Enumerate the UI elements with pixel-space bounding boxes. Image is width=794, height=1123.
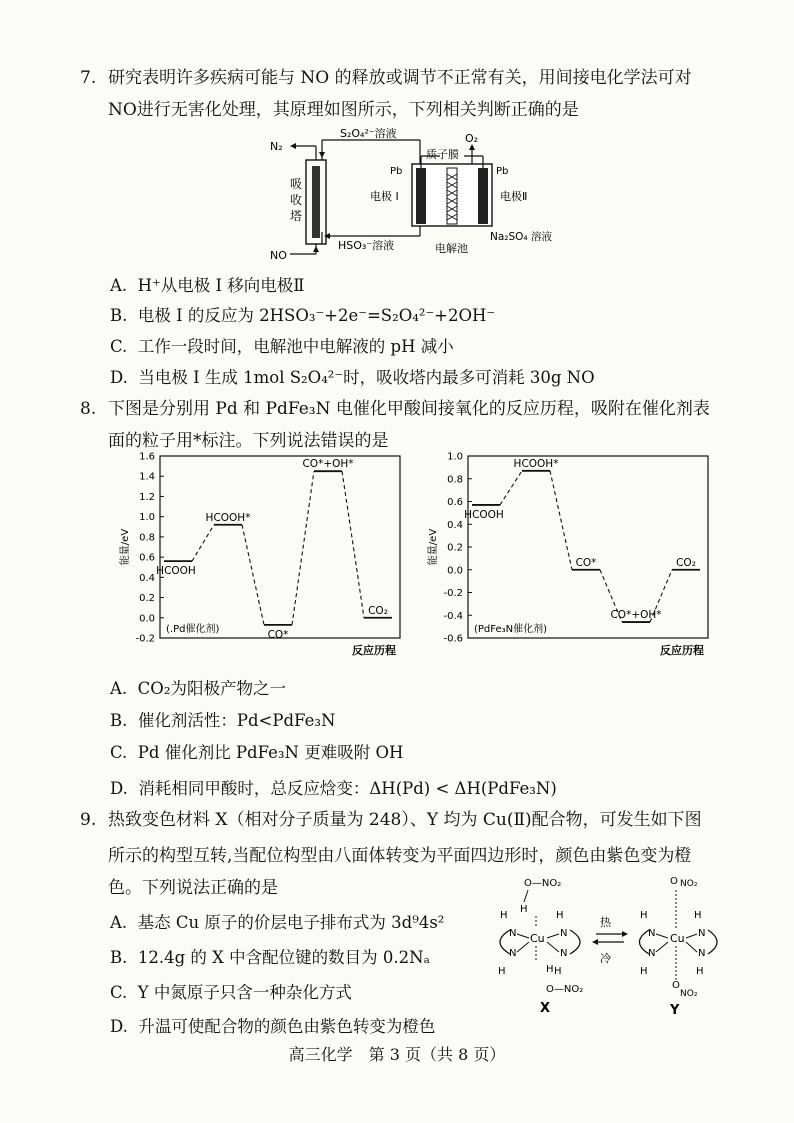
label-tower-3: 塔 [290, 209, 303, 223]
x-axis-label: 反应历程 [660, 644, 704, 657]
y-tick-label: 0.6 [447, 497, 463, 508]
question-7-number: 7. [80, 68, 97, 88]
label-na2so4-solution: Na₂SO₄ 溶液 [490, 231, 552, 243]
transition-dash [192, 525, 214, 561]
y-tick-label: -0.2 [443, 588, 463, 599]
label-pb-right: Pb [496, 166, 509, 177]
y-tick-label: 0.6 [139, 552, 155, 564]
q9-option-d: D. 升温可使配合物的颜色由紫色转变为橙色 [110, 1017, 436, 1036]
q8-option-b: B. 催化剂活性：Pd<PdFe₃N [110, 711, 336, 730]
y-bottom-no2: NO₂ [680, 989, 698, 999]
question-8-stem-line2: 面的粒子用*标注。下列说法错误的是 [108, 431, 389, 451]
y-tick-label: 0.8 [447, 474, 463, 486]
question-9-stem-line3: 色。下列说法正确的是 [108, 878, 278, 898]
x-n-right-bottom: N [560, 948, 568, 959]
y-n-left-bottom: N [648, 948, 656, 959]
plot-frame [160, 456, 400, 638]
y-bottom-o: O [672, 980, 680, 991]
y-tick-label: 1.2 [139, 491, 155, 503]
q9-option-b: B. 12.4g 的 X 中含配位键的数目为 0.2Nₐ [110, 948, 430, 967]
label-cold: 冷 [600, 952, 611, 965]
proton-membrane [447, 168, 457, 224]
label-heat: 热 [600, 916, 611, 929]
y-tick-label: 1.6 [139, 451, 155, 463]
label-proton-membrane: 质子膜 [426, 148, 459, 161]
electrode-1-plate [416, 168, 426, 224]
q9-option-a: A. 基态 Cu 原子的价层电子排布式为 3d⁹4s² [110, 913, 445, 932]
transition-dash [242, 525, 264, 625]
q7-option-c: C. 工作一段时间，电解池中电解液的 pH 减小 [110, 337, 454, 356]
x-top-h: H [520, 904, 528, 915]
transition-dash [292, 471, 314, 625]
level-label: CO* [575, 556, 597, 569]
y-tick-label: 0.2 [139, 593, 155, 605]
level-label: CO*+OH* [610, 609, 662, 622]
label-y: Y [670, 1003, 680, 1018]
y-tick-label: 0.4 [447, 519, 463, 531]
y-tick-label: -0.6 [443, 633, 463, 645]
level-label: CO* [267, 628, 289, 641]
x-h-3: H [498, 966, 506, 977]
level-label: HCOOH* [513, 457, 559, 470]
level-label: HCOOH [156, 565, 196, 578]
label-electrode-1: 电极 I [370, 190, 399, 203]
electrode-2-plate [478, 168, 488, 224]
label-tower-2: 收 [290, 193, 303, 207]
q8-option-d: D. 消耗相同甲酸时，总反应焓变：ΔH(Pd) < ΔH(PdFe₃N) [110, 779, 557, 798]
y-h-3: H [640, 966, 648, 977]
label-o2: O₂ [465, 132, 479, 145]
x-bottom-h: H [546, 964, 554, 975]
y-n-right-bottom: N [698, 948, 706, 959]
q7-option-a: A. H⁺从电极 I 移向电极Ⅱ [110, 276, 305, 295]
label-no: NO [270, 249, 287, 262]
x-n-right-top: N [560, 928, 568, 939]
question-9-number: 9. [80, 810, 97, 830]
level-label: CO₂ [368, 604, 388, 617]
question-7-stem-line1: 研究表明许多疾病可能与 NO 的释放或调节不正常有关，用间接电化学法可对 [108, 68, 692, 88]
y-tick-label: 1.4 [139, 471, 155, 483]
copper-complex-diagram [484, 872, 724, 1018]
y-tick-label: 0.4 [139, 572, 155, 584]
legend-label: (PdFe₃N催化剂) [474, 624, 548, 635]
x-h-4: H [554, 966, 562, 977]
label-electrolysis-cell: 电解池 [435, 242, 468, 255]
y-tick-label: 0.0 [447, 565, 463, 577]
x-n-left-top: N [509, 928, 517, 939]
label-hso3-solution: HSO₃⁻溶液 [338, 239, 395, 252]
energy-chart-pdfe3n [420, 448, 720, 666]
label-pb-left: Pb [390, 166, 403, 177]
y-tick-label: 1.0 [447, 451, 463, 463]
y-h-2: H [694, 910, 702, 921]
question-9-stem-line1: 热致变色材料 X（相对分子质量为 248）、Y 均为 Cu(Ⅱ)配合物，可发生如下图 [108, 810, 702, 830]
tower-packing [312, 166, 320, 238]
electrolysis-diagram [260, 128, 560, 268]
label-s2o4-solution: S₂O₄²⁻溶液 [340, 128, 397, 140]
y-top-no2: NO₂ [680, 879, 698, 889]
level-label: CO₂ [676, 556, 696, 569]
x-axis-label: 反应历程 [352, 644, 396, 657]
y-axis-label: 能量/eV [428, 528, 439, 566]
level-label: CO*+OH* [302, 458, 354, 471]
energy-chart-pd [112, 448, 412, 666]
q8-option-a: A. CO₂为阳极产物之一 [110, 679, 286, 698]
q8-option-c: C. Pd 催化剂比 PdFe₃N 更难吸附 OH [110, 743, 404, 762]
q7-option-b: B. 电极 I 的反应为 2HSO₃⁻+2e⁻=S₂O₄²⁻+2OH⁻ [110, 306, 496, 325]
x-n-left-bottom: N [509, 948, 517, 959]
x-bottom-nitrate: O—NO₂ [546, 984, 584, 995]
x-h-1: H [500, 910, 508, 921]
y-h-1: H [640, 910, 648, 921]
label-electrode-2: 电极Ⅱ [500, 190, 528, 203]
label-n2: N₂ [270, 140, 283, 153]
x-h-2: H [556, 910, 564, 921]
y-tick-label: 0.0 [139, 613, 155, 625]
question-7-stem-line2: NO进行无害化处理，其原理如图所示，下列相关判断正确的是 [108, 100, 579, 120]
question-8-stem-line1: 下图是分别用 Pd 和 PdFe₃N 电催化甲酸间接氧化的反应历程，吸附在催化剂表 [108, 399, 710, 419]
question-9-stem-line2: 所示的构型互转,当配位构型由八面体转变为平面四边形时，颜色由紫色变为橙 [108, 846, 692, 866]
plot-frame [468, 456, 708, 638]
y-axis-label: 能量/eV [120, 528, 131, 566]
level-label: HCOOH* [205, 511, 251, 524]
q9-option-c: C. Y 中氮原子只含一种杂化方式 [110, 983, 352, 1002]
x-top-nitrate: O—NO₂ [524, 878, 562, 889]
y-top-o: O [670, 876, 678, 887]
page-footer: 高三化学 第 3 页（共 8 页） [288, 1045, 506, 1064]
y-tick-label: 0.8 [139, 532, 155, 544]
label-tower-1: 吸 [290, 177, 303, 191]
label-x: X [540, 1001, 551, 1016]
y-n-right-top: N [698, 928, 706, 939]
y-h-4: H [696, 966, 704, 977]
level-label: HCOOH [464, 508, 504, 521]
y-cu-center: Cu [670, 932, 685, 945]
y-tick-label: -0.2 [135, 633, 155, 645]
x-cu-center: Cu [530, 932, 545, 945]
y-tick-label: 1.0 [139, 512, 155, 524]
transition-dash [342, 471, 364, 618]
transition-dash [550, 471, 572, 570]
legend-label: (.Pd催化剂) [166, 624, 220, 635]
q7-option-d: D. 当电极 I 生成 1mol S₂O₄²⁻时，吸收塔内最多可消耗 30g NO [110, 368, 595, 387]
y-n-left-top: N [648, 928, 656, 939]
transition-dash [500, 471, 522, 505]
y-tick-label: 0.2 [447, 542, 463, 554]
question-8-number: 8. [80, 399, 97, 419]
y-tick-label: -0.4 [443, 610, 463, 622]
